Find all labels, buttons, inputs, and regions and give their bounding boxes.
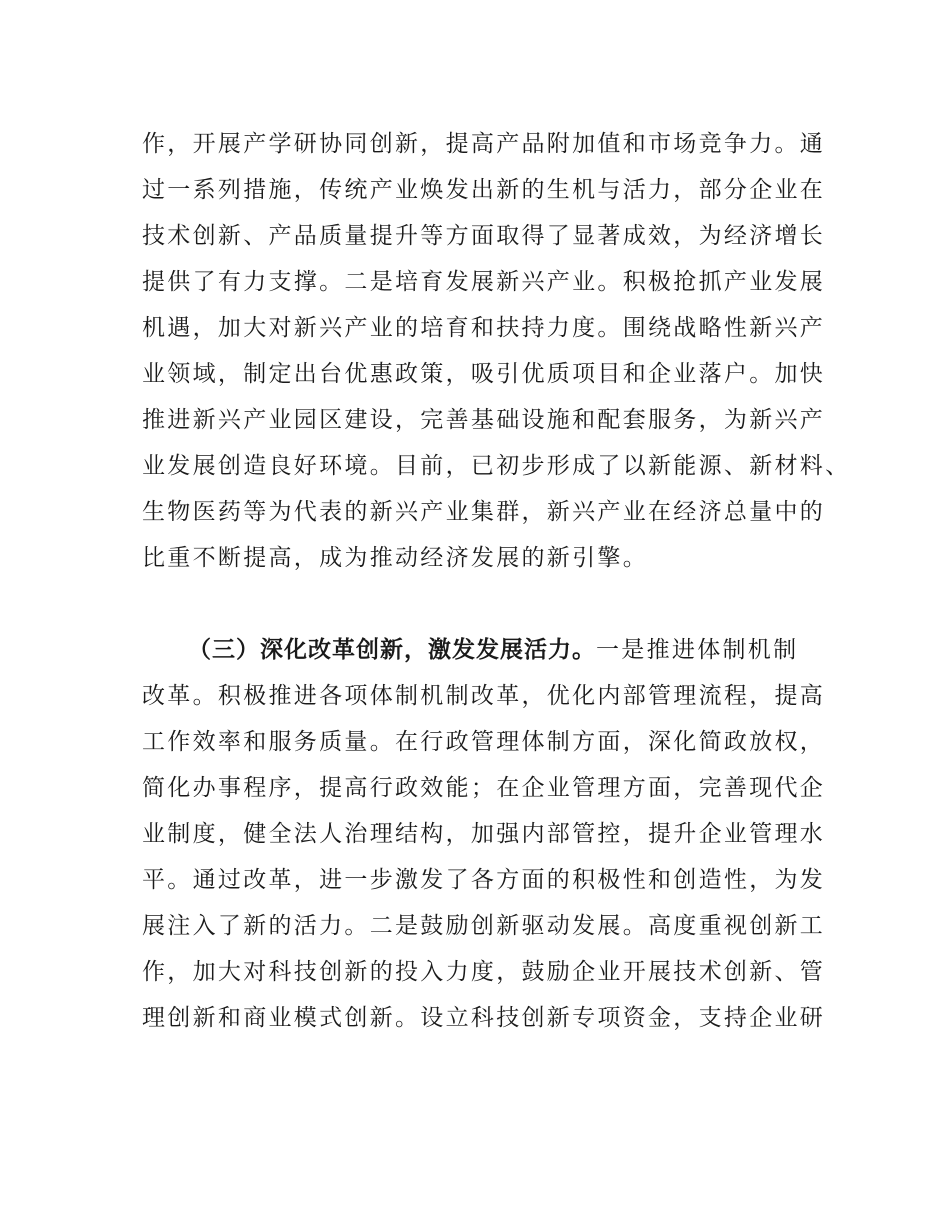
paragraph-line: 业制度，健全法人治理结构，加强内部管控，提升企业管理水: [142, 821, 826, 847]
paragraph-line: 平。通过改革，进一步激发了各方面的积极性和创造性，为发: [142, 867, 826, 893]
paragraph-line: 展注入了新的活力。二是鼓励创新驱动发展。高度重视创新工: [142, 913, 826, 939]
paragraph-text: 一是推进体制机制: [596, 637, 799, 663]
paragraph-line: 改革。积极推进各项体制机制改革，优化内部管理流程，提高: [142, 683, 826, 709]
paragraph-line: 比重不断提高，成为推动经济发展的新引擎。: [142, 545, 648, 571]
paragraph-transform-industries: [142, 121, 851, 581]
paragraph-line: 简化办事程序，提高行政效能；在企业管理方面，完善现代企: [142, 775, 826, 801]
paragraph-line: 生物医药等为代表的新兴产业集群，新兴产业在经济总量中的: [142, 499, 826, 525]
paragraph-first-line: [142, 627, 822, 673]
section-heading: （三）深化改革创新，激发发展活力。: [188, 637, 596, 663]
paragraph-line: 推进新兴产业园区建设，完善基础设施和配套服务，为新兴产: [142, 407, 826, 433]
paragraph-line: 业领域，制定出台优惠政策，吸引优质项目和企业落户。加快: [142, 361, 826, 387]
paragraph-line: 机遇，加大对新兴产业的培育和扶持力度。围绕战略性新兴产: [142, 315, 826, 341]
paragraph-line: 提供了有力支撑。二是培育发展新兴产业。积极抢抓产业发展: [142, 269, 826, 295]
paragraph-line: 作，加大对科技创新的投入力度，鼓励企业开展技术创新、管: [142, 959, 826, 985]
paragraph-line: 技术创新、产品质量提升等方面取得了显著成效，为经济增长: [142, 223, 826, 249]
paragraph-line: 理创新和商业模式创新。设立科技创新专项资金，支持企业研: [142, 1005, 826, 1031]
paragraph-deepen-reform: [142, 627, 826, 1041]
paragraph-line: 作，开展产学研协同创新，提高产品附加值和市场竞争力。通: [142, 131, 826, 157]
paragraph-line: 业发展创造良好环境。目前，已初步形成了以新能源、新材料、: [142, 453, 851, 479]
paragraph-line: 工作效率和服务质量。在行政管理体制方面，深化简政放权，: [142, 729, 826, 755]
paragraph-line: 过一系列措施，传统产业焕发出新的生机与活力，部分企业在: [142, 177, 826, 203]
